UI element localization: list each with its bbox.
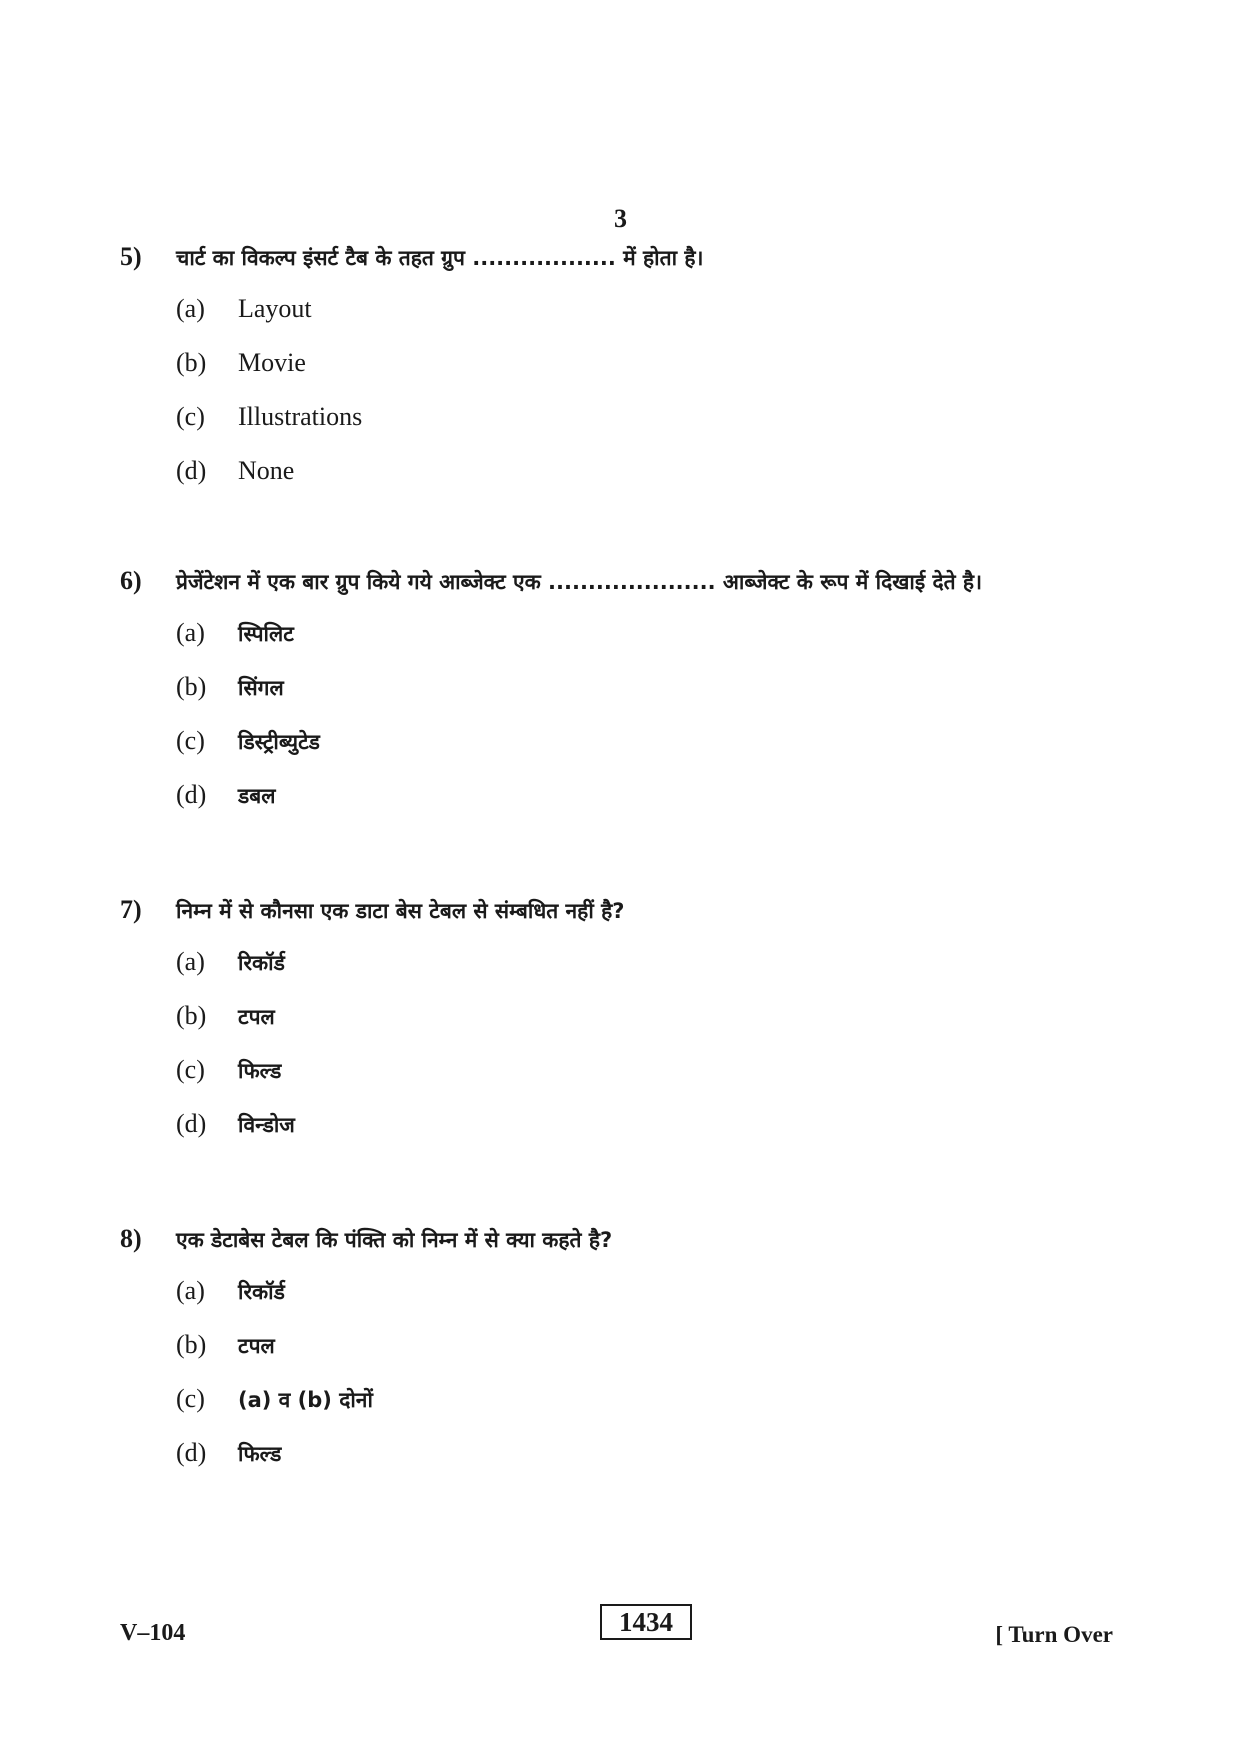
option-text: फिल्ड (238, 1442, 282, 1466)
option-b (176, 672, 1140, 726)
question-number: 7) (120, 895, 142, 924)
option-text: टपल (238, 1005, 275, 1029)
option-d (176, 1109, 1140, 1163)
option-text: रिकॉर्ड (238, 951, 285, 975)
option-text: (a) व (b) दोनों (238, 1388, 373, 1412)
option-letter: (a) (176, 1276, 205, 1305)
option-text: रिकॉर्ड (238, 1280, 285, 1304)
serial-number-box: 1434 (600, 1604, 692, 1640)
question-6 (120, 566, 1140, 834)
option-d (176, 456, 1140, 510)
page-number: 3 (614, 204, 627, 233)
option-b (176, 1001, 1140, 1055)
paper-code: V–104 (120, 1620, 186, 1646)
option-a (176, 618, 1140, 672)
option-text: None (238, 456, 295, 485)
question-number: 8) (120, 1224, 142, 1253)
option-letter: (c) (176, 402, 205, 431)
option-letter: (d) (176, 780, 207, 809)
options-list (176, 294, 1140, 510)
option-letter: (d) (176, 1109, 207, 1138)
option-letter: (b) (176, 672, 207, 701)
question-number: 5) (120, 242, 142, 271)
option-letter: (c) (176, 1384, 205, 1413)
option-b (176, 1330, 1140, 1384)
option-letter: (d) (176, 456, 207, 485)
question-5 (120, 242, 1140, 510)
option-c (176, 402, 1140, 456)
option-text: Illustrations (238, 402, 363, 431)
option-text: डिस्ट्रीब्युटेड (238, 730, 320, 754)
question-text: एक डेटाबेस टेबल कि पंक्ति को निम्न में से क्या कहते है? (176, 1228, 613, 1252)
option-letter: (a) (176, 947, 205, 976)
option-letter: (b) (176, 348, 207, 377)
option-letter: (b) (176, 1001, 207, 1030)
option-letter: (d) (176, 1438, 207, 1467)
question-text: चार्ट का विकल्प इंसर्ट टैब के तहत ग्रुप .................. में होता है। (176, 246, 704, 270)
option-text: फिल्ड (238, 1059, 282, 1083)
turn-over-label: [ Turn Over (995, 1622, 1113, 1647)
option-b (176, 348, 1140, 402)
question-number: 6) (120, 566, 142, 595)
option-a (176, 947, 1140, 1001)
option-text: टपल (238, 1334, 275, 1358)
question-8 (120, 1224, 1140, 1492)
option-c (176, 726, 1140, 780)
option-text: Layout (238, 294, 312, 323)
option-text: विन्डोज (238, 1113, 295, 1137)
question-text: प्रेजेंटेशन में एक बार ग्रुप किये गये आब्जेक्ट एक ..................... आब्जेक्ट के रूप में दिखाई देते है। (176, 570, 983, 594)
option-a (176, 294, 1140, 348)
option-c (176, 1055, 1140, 1109)
option-letter: (a) (176, 618, 205, 647)
options-list (176, 947, 1140, 1163)
option-d (176, 780, 1140, 834)
question-7 (120, 895, 1140, 1163)
option-d (176, 1438, 1140, 1492)
option-letter: (b) (176, 1330, 207, 1359)
options-list (176, 1276, 1140, 1492)
option-text: स्पिलिट (238, 622, 294, 646)
option-text: सिंगल (238, 676, 284, 700)
option-c (176, 1384, 1140, 1438)
option-text: डबल (238, 784, 276, 808)
option-letter: (c) (176, 1055, 205, 1084)
options-list (176, 618, 1140, 834)
question-text: निम्न में से कौनसा एक डाटा बेस टेबल से संम्बधित नहीं है? (176, 899, 625, 923)
option-letter: (a) (176, 294, 205, 323)
option-letter: (c) (176, 726, 205, 755)
option-a (176, 1276, 1140, 1330)
option-text: Movie (238, 348, 306, 377)
